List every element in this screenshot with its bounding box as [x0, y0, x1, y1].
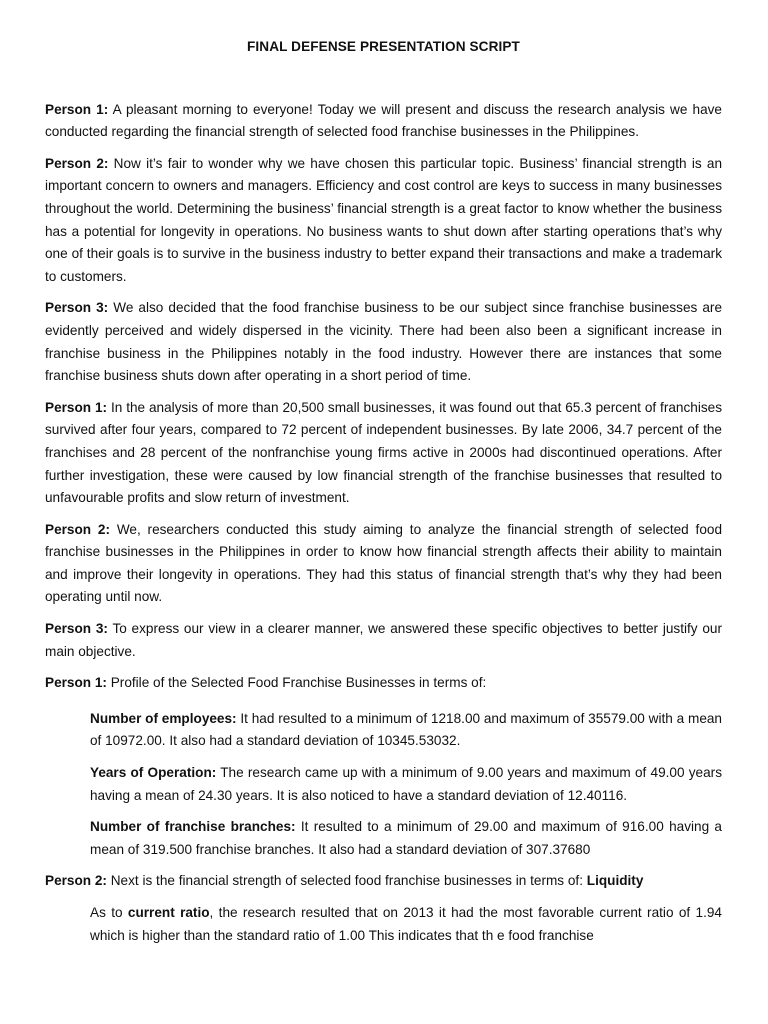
- paragraph-text: Next is the financial strength of selected food franchise businesses in terms of:: [106, 873, 587, 889]
- script-paragraph: [45, 297, 722, 387]
- script-paragraph: [45, 153, 722, 289]
- paragraph-text: We, researchers conducted this study aiming to analyze the financial strength of selected food franchise businesses in the Philippines in order to know how financial strength affects their ability to maintain and improve their longevity in operations. They had this status of financial strength that’s why they had been operating until now.: [45, 521, 723, 605]
- paragraph-text: In the analysis of more than 20,500 small businesses, it was found out that 65.3 percent of franchises survived after four years, compared to 72 percent of independent businesses. By late 2006, 34.7 percent of the franchises and 28 percent of the nonfranchise young firms active in 2000s had discontinued operations. After further investigation, these were caused by low financial strength of the franchise businesses that resulted to unfavourable profits and slow return of investment.: [45, 399, 723, 506]
- speaker-label: Person 2:: [45, 521, 110, 537]
- paragraph-text: We also decided that the food franchise business to be our subject since franchise businesses are evidently perceived and widely dispersed in the vicinity. There had been also been a significant increase in franchise business in the Philippines notably in the food industry. However there are instances that some franchise business shuts down after operating in a short period of time.: [45, 300, 722, 384]
- profile-item-text: It resulted to a minimum of 29.00 and maximum of 916.00 having a mean of 319.500 franchise branches. It also had a standard deviation of 307.37680: [90, 819, 722, 857]
- paragraph-text: Profile of the Selected Food Franchise Businesses in terms of:: [106, 675, 487, 691]
- script-paragraph: [45, 672, 722, 695]
- script-paragraph: [45, 870, 722, 893]
- speaker-label: Person 2:: [45, 873, 107, 889]
- current-ratio-paragraph: [90, 902, 722, 947]
- paragraph-text: To express our view in a clearer manner, we answered these specific objectives to better justify our main objective.: [45, 621, 722, 659]
- paragraph-lead: As to: [90, 905, 128, 920]
- document-page: [45, 36, 722, 956]
- document-title: FINAL DEFENSE PRESENTATION SCRIPT: [247, 39, 520, 54]
- speaker-label: Person 3:: [45, 300, 109, 316]
- profile-item-label: Years of Operation:: [90, 765, 217, 781]
- speaker-label: Person 1:: [45, 399, 108, 415]
- liquidity-emphasis: Liquidity: [586, 873, 644, 889]
- profile-item-label: Number of franchise branches:: [90, 819, 296, 835]
- script-paragraph: [45, 99, 722, 144]
- profile-item: [90, 816, 722, 861]
- script-paragraph: [45, 618, 722, 663]
- script-paragraph: [45, 397, 722, 510]
- speaker-label: Person 2:: [45, 155, 109, 171]
- profile-item-label: Number of employees:: [90, 710, 237, 726]
- paragraph-text: A pleasant morning to everyone! Today we will present and discuss the research analysis we have conducted regarding the financial strength of selected food franchise businesses in the Philippines.: [45, 101, 722, 140]
- current-ratio-emphasis: current ratio: [127, 905, 210, 920]
- speaker-label: Person 1:: [45, 101, 109, 117]
- profile-item: [90, 708, 722, 753]
- profile-item-text: It had resulted to a minimum of 1218.00 and maximum of 35579.00 with a mean of 10972.00. It also had a standard deviation of 10345.53032.: [90, 710, 722, 749]
- paragraph-text: Now it’s fair to wonder why we have chosen this particular topic. Business’ financial strength is an important concern to owners and managers. Efficiency and cost control are keys to success in many businesses throughout the world. Determining the business’ financial strength is a great factor to know whether the business has a potential for longevity in operations. No business wants to shut down after starting operations that’s why one of their goals is to survive in the business industry to better expand their transactions and make a trademark to customers.: [45, 155, 722, 284]
- speaker-label: Person 3:: [45, 621, 108, 637]
- script-paragraph: [45, 519, 722, 609]
- speaker-label: Person 1:: [45, 675, 107, 691]
- paragraph-text: , the research resulted that on 2013 it had the most favorable current ratio of 1.94 which is higher than the standard ratio of 1.00 This indicates that th e food franchise: [90, 905, 722, 943]
- profile-item-text: The research came up with a minimum of 9.00 years and maximum of 49.00 years having a mean of 24.30 years. It is also noticed to have a standard deviation of 12.40116.: [90, 765, 722, 803]
- profile-item: [90, 762, 722, 807]
